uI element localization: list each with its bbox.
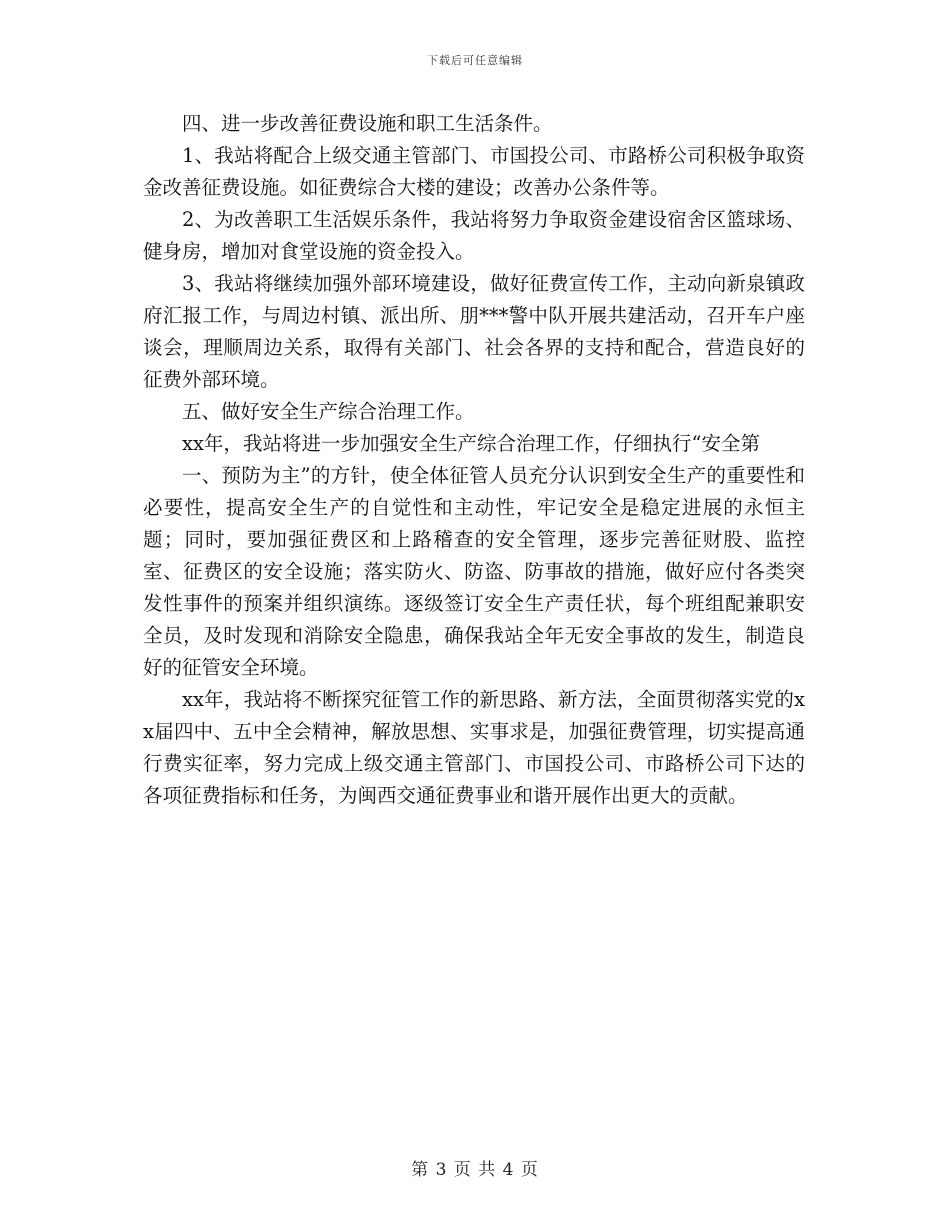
page-header: 下载后可任意编辑 — [427, 54, 523, 67]
paragraph-item-2: 2、为改善职工生活娱乐条件，我站将努力争取资金建设宿舍区篮球场、健身房，增加对食堂设施的资金投入。 — [143, 208, 805, 263]
page-footer: 第 3 页 共 4 页 — [411, 1160, 539, 1180]
paragraph-item-1: 1、我站将配合上级交通主管部门、市国投公司、市路桥公司积极争取资金改善征费设施。如征费综合大楼的建设；改善办公条件等。 — [143, 144, 805, 199]
section-heading-5: 五、做好安全生产综合治理工作。 — [182, 400, 475, 423]
section-heading-4: 四、进一步改善征费设施和职工生活条件。 — [182, 112, 553, 135]
paragraph-safety-intro: xx年，我站将进一步加强安全生产综合治理工作，仔细执行“安全第 — [182, 432, 760, 455]
document-body — [143, 108, 805, 812]
paragraph-safety-policy: 一、预防为主”的方针，使全体征管人员充分认识到安全生产的重要性和必要性，提高安全生产的自觉性和主动性，牢记安全是稳定进展的永恒主题；同时，要加强征费区和上路稽查的安全管理，逐步完善征财股、监控室、征费区的安全设施；落实防火、防盗、防事故的措施，做好应付各类突发性事件的预案并组织演练。逐级签订安全生产责任状，每个班组配兼职安全员，及时发现和消除安全隐患，确保我站全年无安全事故的发生，制造良好的征管安全环境。 — [143, 464, 805, 679]
paragraph-conclusion: xx年，我站将不断探究征管工作的新思路、新方法，全面贯彻落实党的xx届四中、五中全会精神，解放思想、实事求是，加强征费管理，切实提高通行费实征率，努力完成上级交通主管部门、市国投公司、市路桥公司下达的各项征费指标和任务，为闽西交通征费事业和谐开展作出更大的贡献。 — [143, 688, 805, 807]
paragraph-item-3: 3、我站将继续加强外部环境建设，做好征费宣传工作，主动向新泉镇政府汇报工作，与周边村镇、派出所、朋***警中队开展共建活动，召开车户座谈会，理顺周边关系，取得有关部门、社会各界的支持和配合，营造良好的征费外部环境。 — [143, 272, 805, 391]
